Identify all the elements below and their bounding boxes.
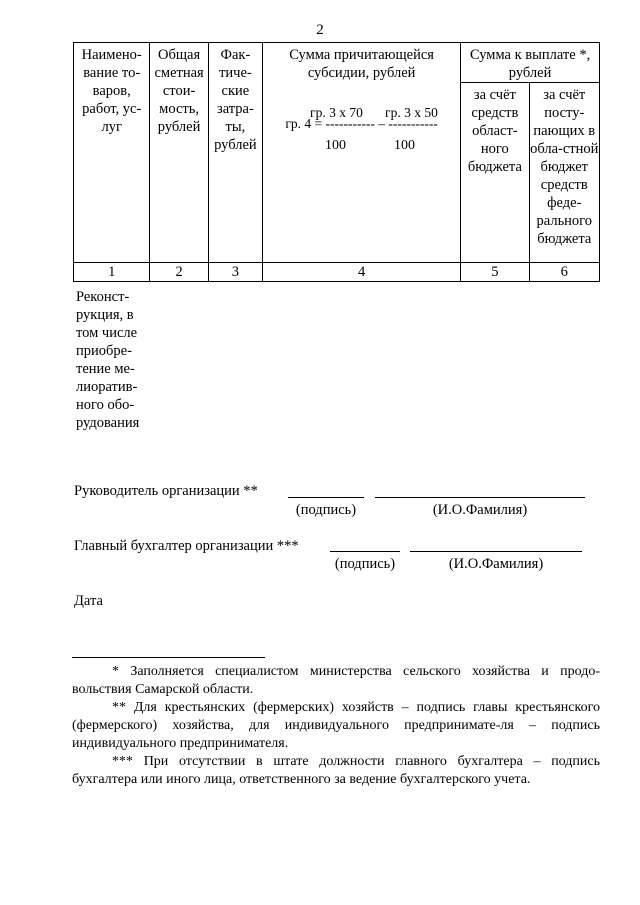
formula-den1: 100 <box>325 138 347 153</box>
header-payout: Сумма к выплате *, рублей <box>461 43 600 83</box>
accountant-name-caption: (И.О.Фамилия) <box>448 556 544 572</box>
footnote-3: *** При отсутствии в штате должности главного бухгалтера – подпись бухгалтера или иного лица, ответственного за ведение бухгалтерского учета. <box>72 754 600 787</box>
subsidy-table <box>73 42 600 282</box>
accountant-sign-caption: (подпись) <box>334 556 396 572</box>
table-row-name: Реконст-рукция, в том числе приобре-тение ме-лиоратив-ного обо-рудования <box>76 289 140 431</box>
footnotes <box>72 663 600 789</box>
col-number: 1 <box>74 263 150 282</box>
header-federal: за счёт посту-пающих в обла-стной бюджет средств феде-рального бюджета <box>529 83 599 263</box>
col-number: 5 <box>461 263 529 282</box>
head-name-line[interactable] <box>375 497 585 498</box>
accountant-name-line[interactable] <box>410 551 582 552</box>
head-name-caption: (И.О.Фамилия) <box>432 502 528 518</box>
head-label: Руководитель организации ** <box>74 483 258 499</box>
head-sign-caption: (подпись) <box>295 502 357 518</box>
col-number: 4 <box>263 263 461 282</box>
header-actual-costs: Фак-тиче-ские затра-ты, рублей <box>208 43 262 263</box>
page-number: 2 <box>316 22 324 38</box>
accountant-label: Главный бухгалтер организации *** <box>74 538 299 554</box>
header-regional: за счёт средств област-ного бюджета <box>461 83 529 263</box>
subsidy-title: Сумма причитающейся субсидии, рублей <box>289 47 434 81</box>
footnote-separator <box>72 657 265 658</box>
col-number: 6 <box>529 263 599 282</box>
head-sign-line[interactable] <box>288 497 364 498</box>
col-number: 2 <box>150 263 208 282</box>
formula-den2: 100 <box>394 138 416 153</box>
formula-prefix: гр. 4 = <box>285 116 323 131</box>
header-name: Наимено-вание то-варов, работ, ус-луг <box>74 43 150 263</box>
date-label: Дата <box>74 593 103 609</box>
accountant-sign-line[interactable] <box>330 551 400 552</box>
header-total-cost: Общая сметная стои-мость, рублей <box>150 43 208 263</box>
col-number: 3 <box>208 263 262 282</box>
formula-num2: гр. 3 х 50 <box>385 105 438 120</box>
footnote-2: ** Для крестьянских (фермерских) хозяйств – подпись главы крестьянского (фермерского) хозяйства, для индивидуального предпринимате-ля – подпись индивидуального предпринимателя. <box>72 700 600 751</box>
footnote-1: * Заполняется специалистом министерства сельского хозяйства и продо-вольствия Самарской области. <box>72 664 600 697</box>
header-subsidy <box>263 43 461 263</box>
formula-line: гр. 4 = ----------- – ----------- <box>285 116 438 131</box>
formula-num1: гр. 3 х 70 <box>310 105 363 120</box>
